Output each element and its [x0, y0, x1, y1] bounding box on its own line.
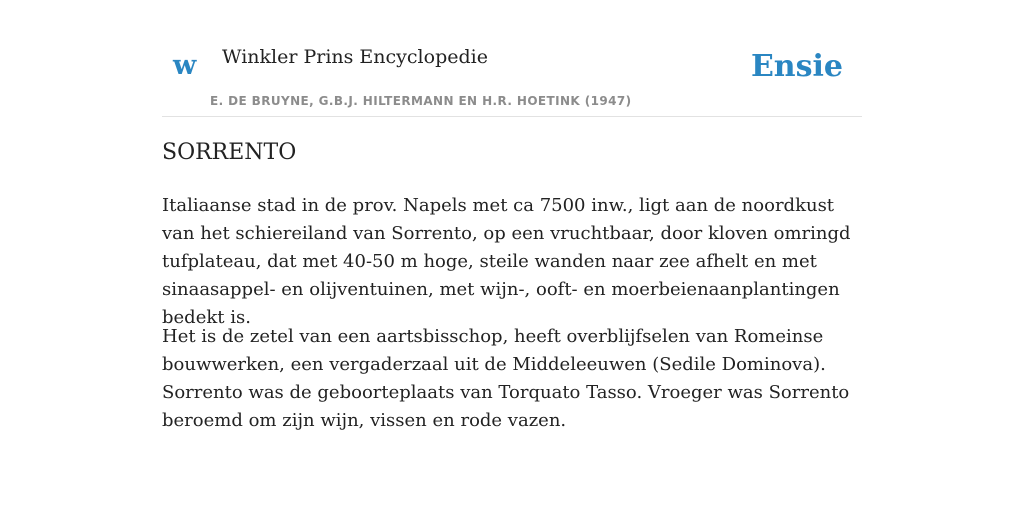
- entry-title: SORRENTO: [162, 140, 297, 165]
- brand-logo[interactable]: Ensie: [750, 49, 843, 84]
- source-authors: E. DE BRUYNE, G.B.J. HILTERMANN EN H.R. HOETINK (1947): [210, 94, 632, 108]
- source-logo[interactable]: w: [173, 50, 197, 81]
- article-page: [162, 0, 862, 431]
- article-paragraph: Italiaanse stad in de prov. Napels met ca 7500 inw., ligt aan de noordkust van het schiereiland van Sorrento, op een vruchtbaar, door kloven omringd tufplateau, dat met 40-50 m hoge, steile wanden naar zee afhelt en met sinaasappel- en olijventuinen, met wijn-, ooft- en moerbeienaanplantingen bedekt is.: [162, 195, 851, 328]
- source-header: [162, 0, 862, 117]
- source-title[interactable]: Winkler Prins Encyclopedie: [222, 46, 488, 68]
- article-paragraph: Het is de zetel van een aartsbisschop, heeft overblijfselen van Romeinse bouwwerken, een vergaderzaal uit de Middeleeuwen (Sedile Dominova). Sorrento was de geboorteplaats van Torquato Tasso. Vroeger was Sorrento beroemd om zijn wijn, vissen en rode vazen.: [162, 326, 850, 431]
